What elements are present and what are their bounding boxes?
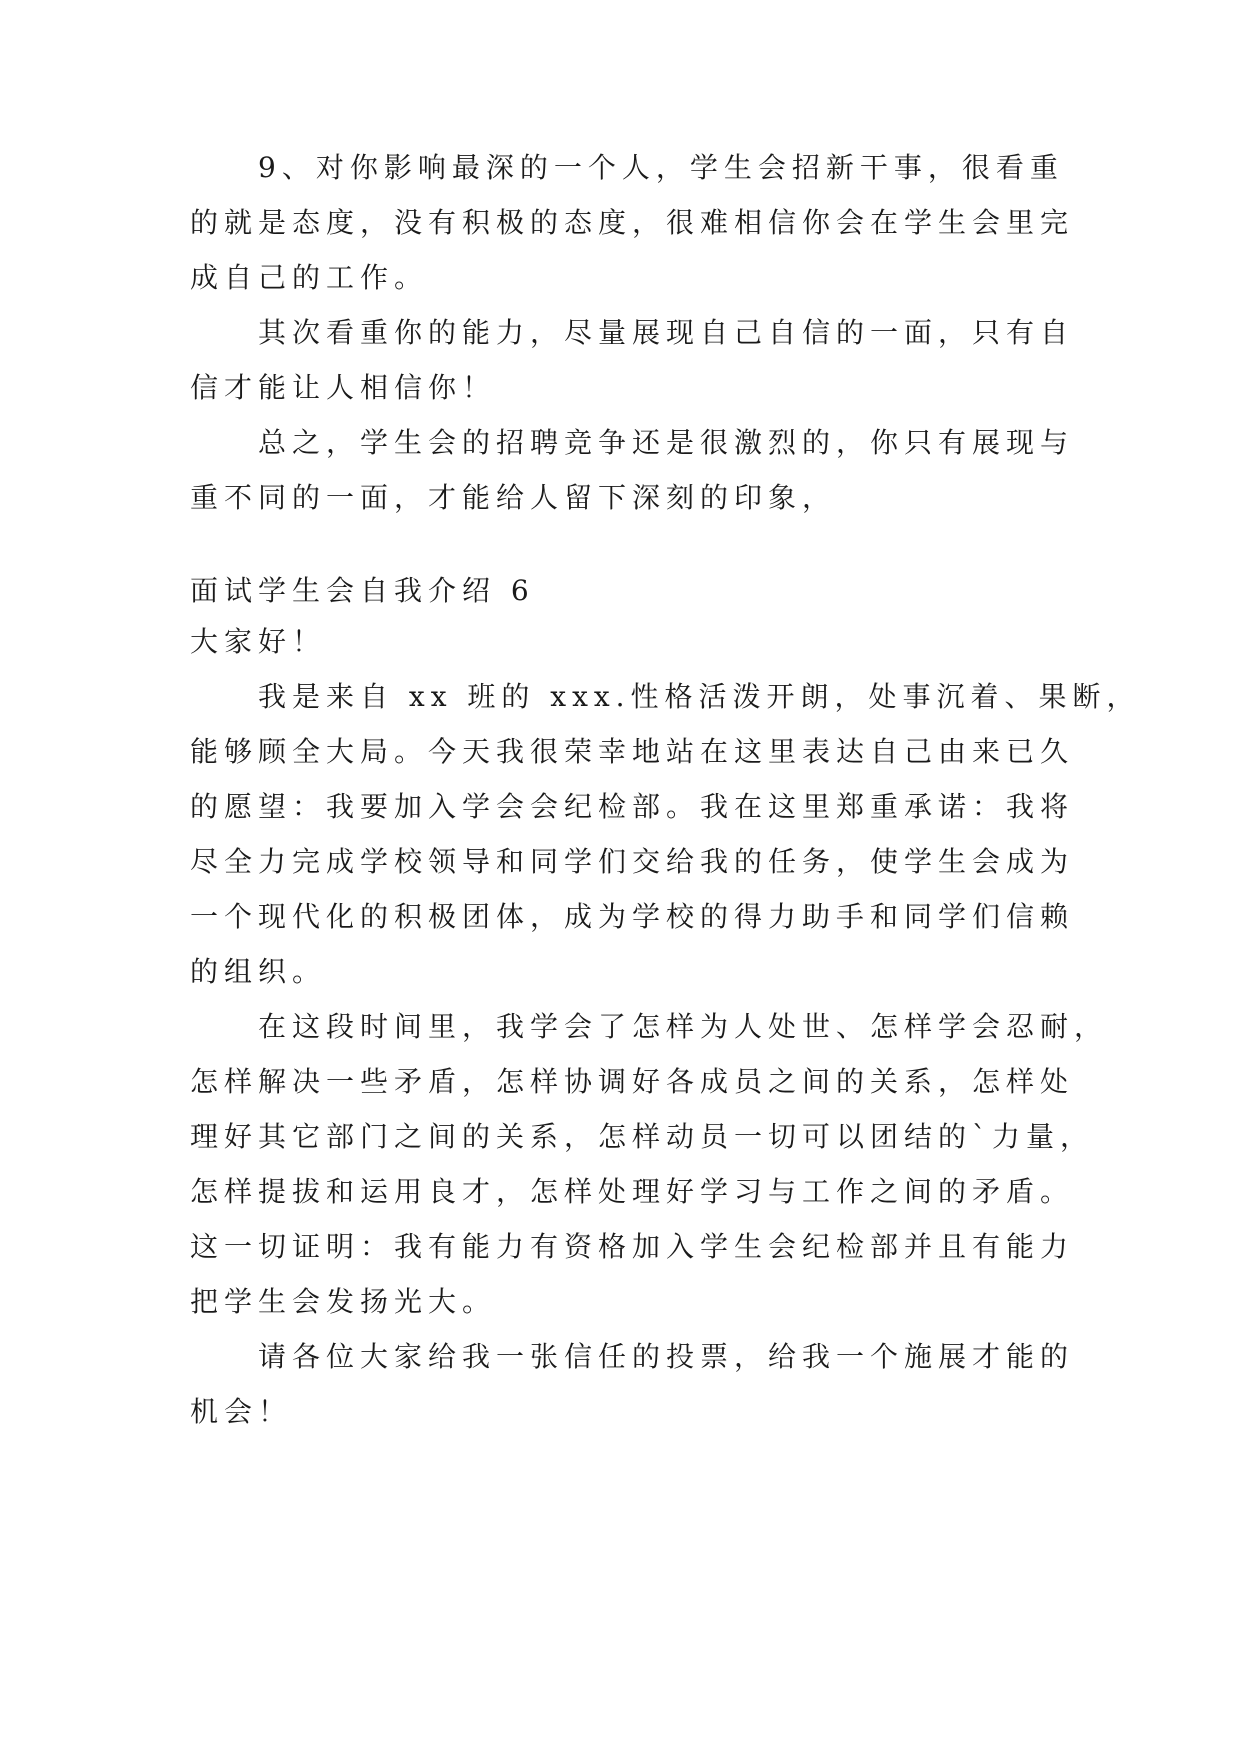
paragraph-line: 的组织。 <box>190 955 327 988</box>
paragraph-line: 能够顾全大局。今天我很荣幸地站在这里表达自己由来已久 <box>190 735 1075 768</box>
paragraph-line: 请各位大家给我一张信任的投票，给我一个施展才能的 <box>258 1340 1075 1373</box>
paragraph-line: 怎样提拔和运用良才，怎样处理好学习与工作之间的矛盾。 <box>190 1175 1075 1208</box>
greeting: 大家好！ <box>190 625 327 658</box>
paragraph-line: 的愿望：我要加入学会会纪检部。我在这里郑重承诺：我将 <box>190 790 1075 823</box>
paragraph-line: 我是来自 xx 班的 xxx.性格活泼开朗，处事沉着、果断， <box>258 680 1141 713</box>
paragraph-line: 信才能让人相信你！ <box>190 371 497 404</box>
paragraph-line: 成自己的工作。 <box>190 261 429 294</box>
paragraph-line: 的就是态度，没有积极的态度，很难相信你会在学生会里完 <box>190 206 1075 239</box>
paragraph-line: 尽全力完成学校领导和同学们交给我的任务，使学生会成为 <box>190 845 1075 878</box>
paragraph-line: 怎样解决一些矛盾，怎样协调好各成员之间的关系，怎样处 <box>190 1065 1075 1098</box>
paragraph-line: 其次看重你的能力，尽量展现自己自信的一面，只有自 <box>258 316 1075 349</box>
paragraph-line: 机会！ <box>190 1395 293 1428</box>
paragraph-line: 9、对你影响最深的一个人，学生会招新干事，很看重 <box>258 151 1064 184</box>
paragraph-line: 这一切证明：我有能力有资格加入学生会纪检部并且有能力 <box>190 1230 1075 1263</box>
paragraph-line: 在这段时间里，我学会了怎样为人处世、怎样学会忍耐， <box>258 1010 1109 1043</box>
paragraph-line: 一个现代化的积极团体，成为学校的得力助手和同学们信赖 <box>190 900 1075 933</box>
paragraph-line: 总之，学生会的招聘竞争还是很激烈的，你只有展现与 <box>258 426 1075 459</box>
section-heading: 面试学生会自我介绍 6 <box>190 574 535 607</box>
paragraph-line: 把学生会发扬光大。 <box>190 1285 497 1318</box>
paragraph-line: 理好其它部门之间的关系，怎样动员一切可以团结的`力量， <box>190 1120 1095 1153</box>
paragraph-line: 重不同的一面，才能给人留下深刻的印象， <box>190 481 837 514</box>
